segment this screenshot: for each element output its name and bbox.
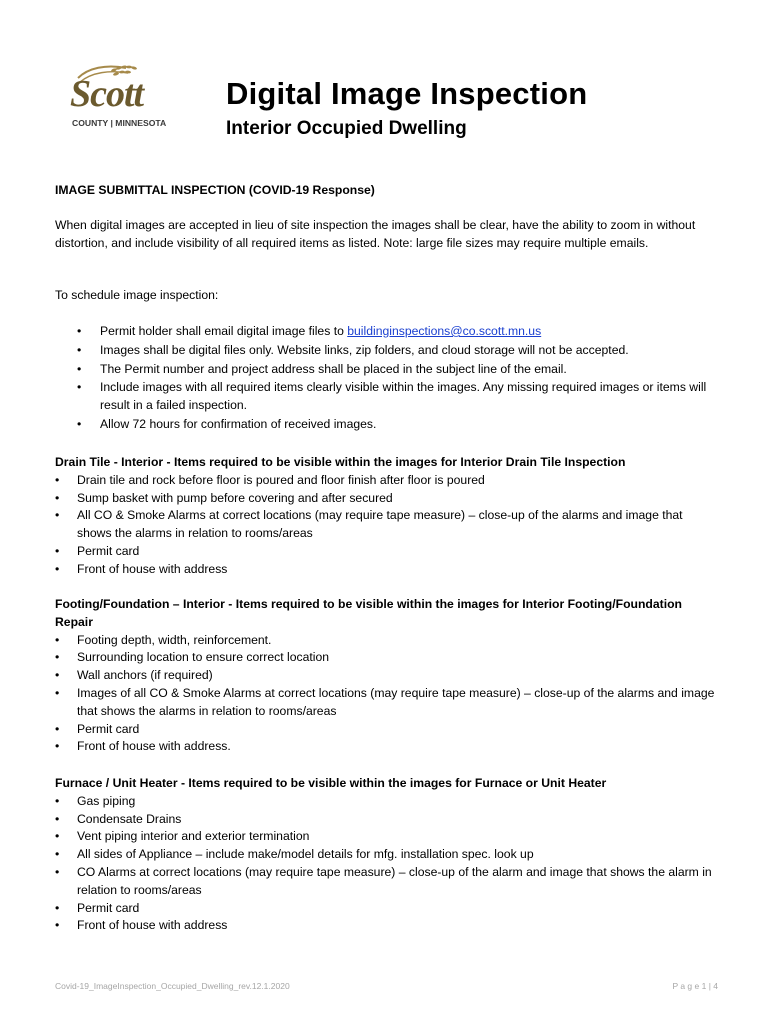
logo-subtitle: COUNTY | MINNESOTA [72,118,167,128]
page-subtitle: Interior Occupied Dwelling [226,118,467,139]
section-furnace-unit-heater [55,775,720,935]
schedule-list [55,323,720,435]
schedule-label: To schedule image inspection: [55,288,219,302]
email-link[interactable]: buildinginspections@co.scott.mn.us [347,324,542,338]
list-item: • Images of all CO & Smoke Alarms at correct locations (may require tape measure) – close-up of the alarms and image that shows the alarms in relation to rooms/areas [55,685,720,721]
list-item: • Drain tile and rock before floor is poured and floor finish after floor is poured [55,472,720,490]
list-item: • Condensate Drains [55,811,720,829]
intro-paragraph: When digital images are accepted in lieu of site inspection the images shall be clear, have the ability to zoom in without distortion, and include visibility of all required items as listed. Note: large file sizes may require multiple emails. [55,218,696,250]
scott-county-logo [66,64,184,132]
list-item: • The Permit number and project address shall be placed in the subject line of the email. [55,361,720,379]
list-item: • Include images with all required items clearly visible within the images. Any missing required images or items will result in a failed inspection. [55,379,720,415]
list-item: • Wall anchors (if required) [55,667,720,685]
list-item: • Surrounding location to ensure correct location [55,649,720,667]
email-prefix: Permit holder shall email digital image files to [100,324,348,338]
list-item: • All CO & Smoke Alarms at correct locations (may require tape measure) – close-up of the alarms and image that shows the alarms in relation to rooms/areas [55,507,720,543]
intro-heading-text: IMAGE SUBMITTAL INSPECTION (COVID-19 Response) [55,183,375,197]
list-item: • Sump basket with pump before covering and after secured [55,490,720,508]
section-heading: Footing/Foundation – Interior - Items required to be visible within the images for Interior Footing/Foundation Repair [55,597,682,629]
list-item: • Permit card [55,900,720,918]
list-item: • Footing depth, width, reinforcement. [55,632,720,650]
footer-doc-name: Covid-19_ImageInspection_Occupied_Dwelling_rev.12.1.2020 [55,981,290,991]
section-heading: Furnace / Unit Heater - Items required to be visible within the images for Furnace or Unit Heater [55,776,607,790]
footer-page-number: P a g e 1 | 4 [672,981,718,991]
list-item [55,323,720,341]
list-item: • Images shall be digital files only. Website links, zip folders, and cloud storage will not be accepted. [55,342,720,360]
list-item: • Front of house with address. [55,738,720,756]
section-drain-tile [55,454,720,579]
logo-wordmark: Scott [70,73,144,115]
list-item: • Permit card [55,543,720,561]
list-item: • Allow 72 hours for confirmation of received images. [55,416,720,434]
list-item: • Permit card [55,721,720,739]
list-item: • Front of house with address [55,561,720,579]
section-heading: Drain Tile - Interior - Items required to be visible within the images for Interior Drain Tile Inspection [55,455,626,469]
list-item: • All sides of Appliance – include make/model details for mfg. installation spec. look up [55,846,720,864]
list-item: • CO Alarms at correct locations (may require tape measure) – close-up of the alarm and image that shows the alarm in relation to rooms/areas [55,864,720,900]
intro-heading [55,182,720,200]
section-footing-foundation [55,596,720,756]
list-item: • Vent piping interior and exterior termination [55,828,720,846]
list-item: • Front of house with address [55,917,720,935]
list-item: • Gas piping [55,793,720,811]
page-title: Digital Image Inspection [226,76,588,111]
